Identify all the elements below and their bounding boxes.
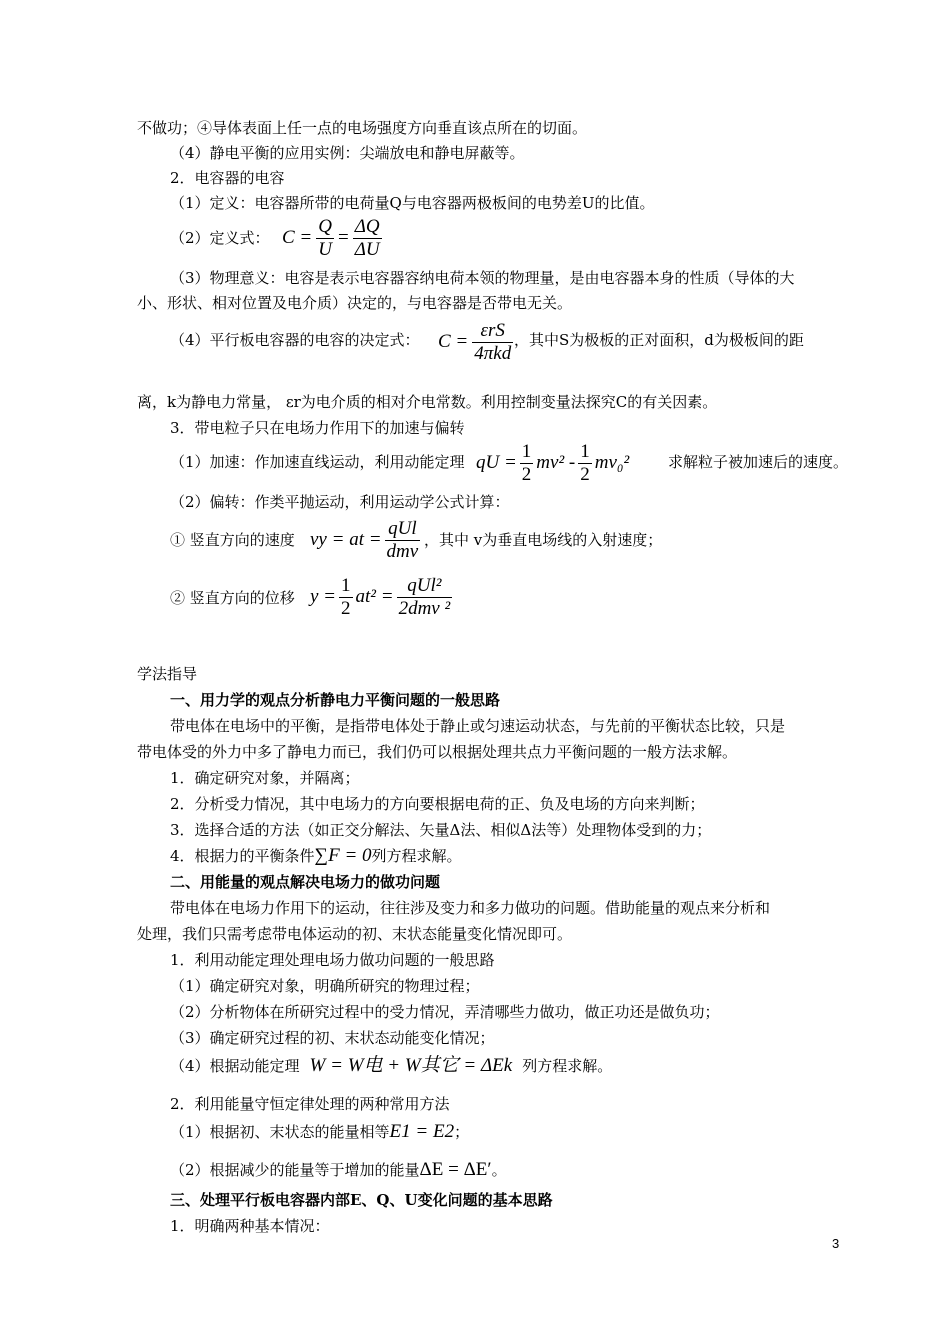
list-item: 2．分析受力情况，其中电场力的方向要根据电荷的正、负及电场的方向来判断； [170,795,705,813]
formula-text: = [337,227,349,248]
text-span: 列方程求解。 [371,847,462,865]
text-line: （1）定义：电容器所带的电荷量Q与电容器两极板间的电势差U的比值。 [170,194,655,212]
numerator: 1 [341,574,351,596]
text-line: ① 竖直方向的速度 [170,531,295,549]
text-span: 列方程求解。 [522,1057,613,1075]
text-line: （4）静电平衡的应用实例：尖端放电和静电屏蔽等。 [170,144,525,162]
denominator: U [318,238,332,260]
list-item: 1．利用动能定理处理电场力做功问题的一般思路 [170,951,495,969]
text-span: 。 [491,1161,507,1179]
formula-text: mv² - [536,452,576,473]
numerator: qUl² [397,575,453,598]
work-energy-formula: W = W电 + W其它 = ΔEk [309,1055,513,1076]
vertical-displacement-formula [310,570,452,624]
numerator: Q [318,215,332,237]
fraction [578,441,592,486]
fraction [353,216,382,261]
text-span: ； [454,1123,470,1141]
text-span: （1）根据初、末状态的能量相等 [170,1123,390,1141]
text-line: 求解粒子被加速后的速度。 [668,453,849,471]
page-number: 3 [832,1236,840,1251]
numerator: 1 [580,440,590,462]
text-line: ② 竖直方向的位移 [170,589,295,607]
list-item: （2）分析物体在所研究过程中的受力情况，弄清哪些力做功，做正功还是做负功； [170,1003,720,1021]
formula-text: y = [310,586,337,607]
paragraph-line: 带电体在电场中的平衡，是指带电体处于静止或匀速运动状态，与先前的平衡状态比较，只是 [170,717,786,735]
fraction [316,216,334,261]
denominator: 2 [341,597,351,619]
fraction [385,518,421,563]
section-heading: 三、处理平行板电容器内部E、Q、U变化问题的基本思路 [170,1191,553,1209]
formula-text: C = [282,227,313,248]
text-span: （4）根据动能定理 [170,1057,300,1075]
numerator: 1 [521,440,532,462]
paragraph-line: 带电体在电场力作用下的运动，往往涉及变力和多力做功的问题。借助能量的观点来分析和 [170,899,771,917]
denominator: 2 [521,463,532,485]
numerator: qUl [385,518,421,541]
text-line: （2）偏转：作类平抛运动，利用运动学公式计算： [170,493,510,511]
fraction [339,575,353,620]
formula-text: C = [438,331,469,352]
numerator: ΔQ [354,215,380,237]
list-item [170,1056,612,1076]
fraction [472,320,513,365]
denominator: ΔU [354,238,380,260]
denominator: dmv [386,540,419,562]
list-item: （1）确定研究对象，明确所研究的物理过程； [170,977,480,995]
section-title: 学法指导 [137,665,198,683]
text-line: ，其中 v为垂直电场线的入射速度； [424,531,663,549]
list-item: 1．明确两种基本情况： [170,1217,330,1235]
text-line: 不做功；④导体表面上任一点的电场强度方向垂直该点所在的切面。 [137,119,588,137]
text-line: 离，k为静电力常量， εr为电介质的相对介电常数。利用控制变量法探究C的有关因素。 [137,393,718,411]
text-span: 4．根据力的平衡条件 [170,847,315,865]
list-item [170,1160,507,1180]
list-item [170,1122,469,1142]
capacitance-decision-formula [438,317,513,367]
text-line: ，其中S为极板的正对面积，d为极板间的距 [514,331,804,349]
text-span: （2）根据减少的能量等于增加的能量 [170,1161,420,1179]
text-line: （1）加速：作加速直线运动，利用动能定理 [170,453,465,471]
list-item: 3．选择合适的方法（如正交分解法、矢量Δ法、相似Δ法等）处理物体受到的力； [170,821,712,839]
section-heading: 一、用力学的观点分析静电力平衡问题的一般思路 [170,691,501,709]
formula-text: mv₀² [594,452,630,473]
list-item: 1．确定研究对象，并隔离； [170,769,360,787]
list-item [170,846,462,866]
acceleration-formula [476,438,629,488]
numerator: εrS [472,320,513,343]
text-line: （4）平行板电容器的电容的决定式： [170,331,420,349]
energy-equality-formula: E1 = E2 [389,1121,455,1142]
text-line: （3）物理意义：电容是表示电容器容纳电荷本领的物理量，是由电容器本身的性质（导体的大 [170,269,795,287]
denominator: 4πkd [474,342,512,364]
paragraph-line: 带电体受的外力中多了静电力而已，我们仍可以根据处理共点力平衡问题的一般方法求解。 [137,743,738,761]
force-balance-formula: ∑F = 0 [314,845,372,866]
section-heading: 二、用能量的观点解决电场力的做功问题 [170,873,441,891]
text-line: 小、形状、相对位置及电介质）决定的，与电容器是否带电无关。 [137,294,573,312]
denominator: 2dmv ² [398,597,451,619]
fraction [397,575,453,620]
list-item: （3）确定研究过程的初、末状态动能变化情况； [170,1029,495,1047]
section-heading: 3．带电粒子只在电场力作用下的加速与偏转 [170,419,465,437]
section-heading: 2．电容器的电容 [170,169,285,187]
paragraph-line: 处理，我们只需考虑带电体运动的初、末状态能量变化情况即可。 [137,925,573,943]
vertical-velocity-formula [310,515,420,565]
text-line: （2）定义式： [170,229,270,247]
fraction [520,441,534,486]
formula-text: qU = [476,452,517,473]
energy-change-formula: ΔE = ΔE′ [419,1159,492,1180]
capacitance-definition-formula [282,213,382,263]
formula-text: at² = [355,586,394,607]
denominator: 2 [580,463,590,485]
list-item: 2．利用能量守恒定律处理的两种常用方法 [170,1095,450,1113]
formula-text: vy = at = [310,529,382,550]
